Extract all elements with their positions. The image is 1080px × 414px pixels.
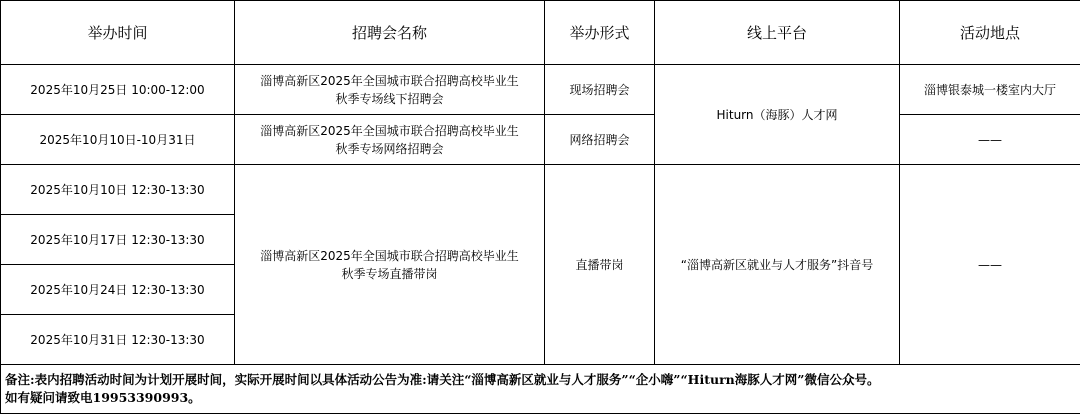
cell-location: —— <box>900 115 1080 165</box>
cell-location: 淄博银泰城一楼室内大厅 <box>900 65 1080 115</box>
note-cell <box>1 365 1080 414</box>
note-line2: 如有疑问请致电19953390993。 <box>5 389 1080 407</box>
cell-name-line1: 淄博高新区2025年全国城市联合招聘高校毕业生 <box>235 247 544 265</box>
cell-platform: “淄博高新区就业与人才服务”抖音号 <box>655 165 900 365</box>
cell-platform: Hiturn（海豚）人才网 <box>655 65 900 165</box>
cell-name <box>235 165 545 365</box>
table-header-row <box>1 1 1080 65</box>
cell-name-line1: 淄博高新区2025年全国城市联合招聘高校毕业生 <box>235 72 544 90</box>
header-location: 活动地点 <box>900 1 1080 65</box>
cell-name-line1: 淄博高新区2025年全国城市联合招聘高校毕业生 <box>235 122 544 140</box>
cell-name <box>235 65 545 115</box>
header-format: 举办形式 <box>545 1 655 65</box>
cell-name <box>235 115 545 165</box>
cell-name-line2: 秋季专场直播带岗 <box>235 265 544 283</box>
cell-format: 直播带岗 <box>545 165 655 365</box>
table-row <box>1 65 1080 115</box>
cell-time: 2025年10月17日 12:30-13:30 <box>1 215 235 265</box>
note-row <box>1 365 1080 414</box>
cell-name-line2: 秋季专场线下招聘会 <box>235 90 544 108</box>
header-platform: 线上平台 <box>655 1 900 65</box>
cell-time: 2025年10月10日-10月31日 <box>1 115 235 165</box>
header-name: 招聘会名称 <box>235 1 545 65</box>
cell-format: 网络招聘会 <box>545 115 655 165</box>
cell-time: 2025年10月24日 12:30-13:30 <box>1 265 235 315</box>
cell-name-line2: 秋季专场网络招聘会 <box>235 140 544 158</box>
note-line1: 备注:表内招聘活动时间为计划开展时间，实际开展时间以具体活动公告为准:请关注“淄博高新区就业与人才服务”“企小嗨”“Hiturn海豚人才网”微信公众号。 <box>5 371 1080 389</box>
table-row <box>1 165 1080 215</box>
cell-time: 2025年10月25日 10:00-12:00 <box>1 65 235 115</box>
cell-time: 2025年10月31日 12:30-13:30 <box>1 315 235 365</box>
cell-format: 现场招聘会 <box>545 65 655 115</box>
cell-location: —— <box>900 165 1080 365</box>
cell-time: 2025年10月10日 12:30-13:30 <box>1 165 235 215</box>
header-time: 举办时间 <box>1 1 235 65</box>
table-row <box>1 115 1080 165</box>
